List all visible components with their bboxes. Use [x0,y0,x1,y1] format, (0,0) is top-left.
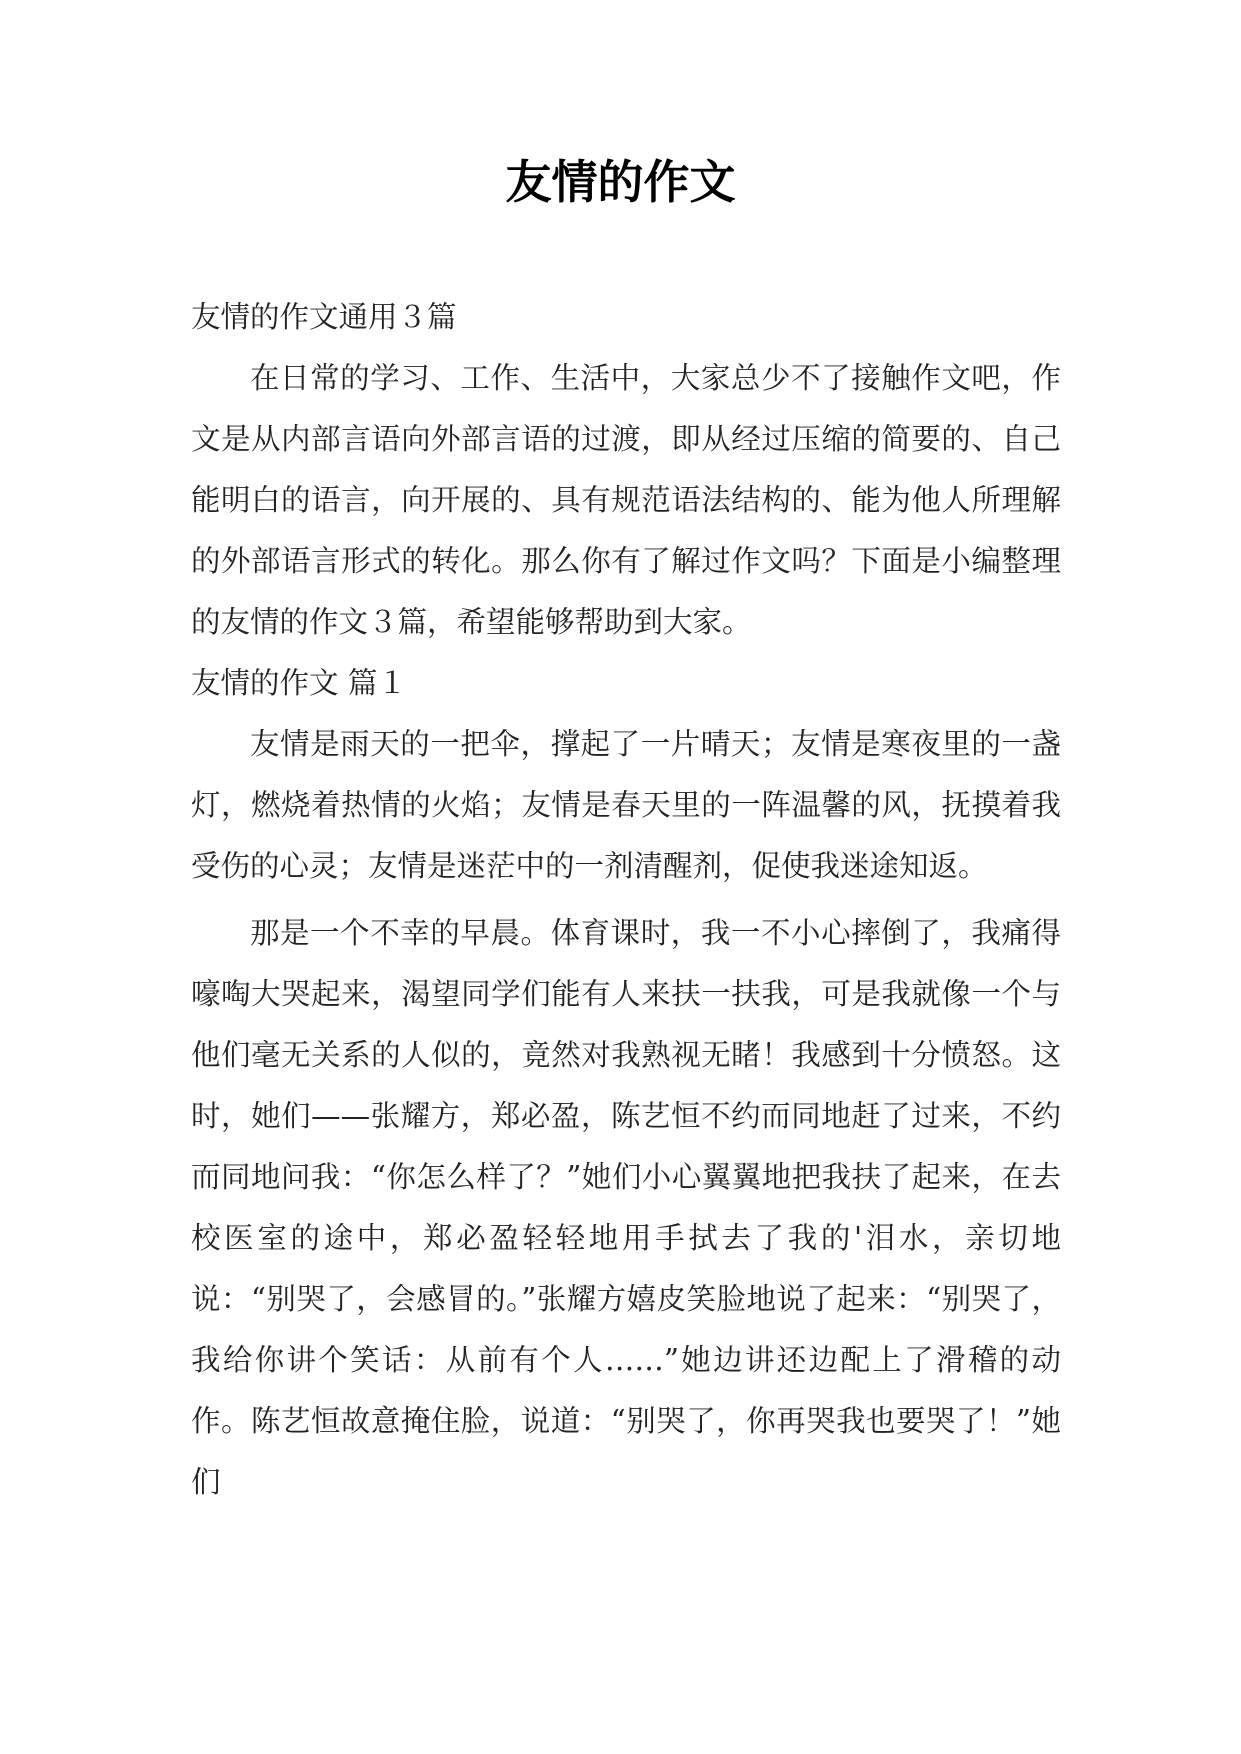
intro-paragraph: 在日常的学习、工作、生活中，大家总少不了接触作文吧，作文是从内部言语向外部言语的过渡，即从经过压缩的简要的、自己能明白的语言，向开展的、具有规范语法结构的、能为他人所理解的外部语言形式的转化。那么你有了解过作文吗？下面是小编整理的友情的作文３篇，希望能够帮助到大家。 [191,361,1061,639]
section-1-paragraph-2: 那是一个不幸的早晨。体育课时，我一不小心摔倒了，我痛得嚎啕大哭起来，渴望同学们能有人来扶一扶我，可是我就像一个与他们毫无关系的人似的，竟然对我熟视无睹！我感到十分愤怒。这时，她们——张耀方，郑必盈，陈艺恒不约而同地赶了过来，不约而同地问我：“你怎么样了？”她们小心翼翼地把我扶了起来，在去校医室的途中，郑必盈轻轻地用手拭去了我的'泪水，亲切地说：“别哭了，会感冒的。”张耀方嬉皮笑脸地说了起来：“别哭了，我给你讲个笑话：从前有个人……”她边讲还边配上了滑稽的动作。陈艺恒故意掩住脸，说道：“别哭了，你再哭我也要哭了！”她们 [191,916,1061,1499]
section-heading-1: 友情的作文 篇１ [191,666,407,700]
document-body [191,287,1061,1513]
document-title: 友情的作文 [505,155,736,209]
section-1-paragraph-1: 友情是雨天的一把伞，撑起了一片晴天；友情是寒夜里的一盏灯，燃烧着热情的火焰；友情是春天里的一阵温馨的风，抚摸着我受伤的心灵；友情是迷茫中的一剂清醒剂，促使我迷途知返。 [191,727,1061,883]
document-subtitle: 友情的作文通用３篇 [191,300,457,334]
